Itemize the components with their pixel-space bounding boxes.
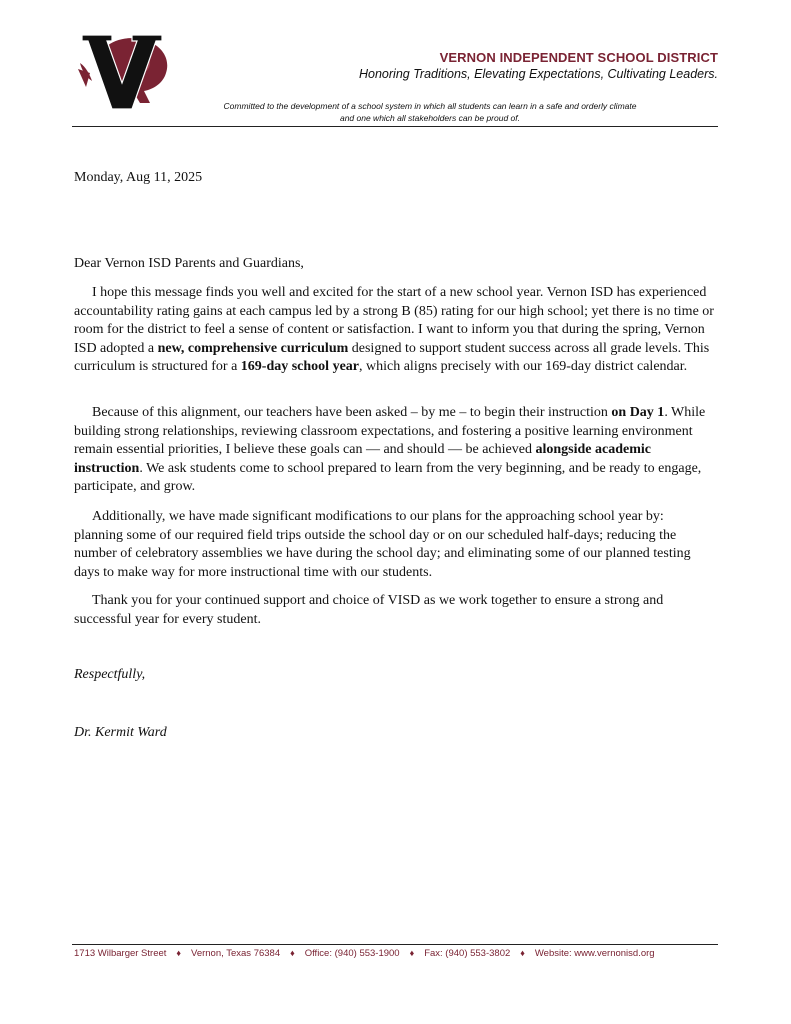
footer-city: Vernon, Texas 76384 bbox=[191, 948, 281, 959]
commitment-line-1: Committed to the development of a school system in which all students can learn in a safe and orderly climate bbox=[223, 101, 637, 111]
separator-diamond: ♦ bbox=[176, 948, 182, 958]
closing: Respectfully, bbox=[74, 667, 146, 682]
commitment-line-2: and one which all stakeholders can be proud of. bbox=[339, 113, 521, 123]
bold-curriculum: new, comprehensive curriculum bbox=[157, 340, 349, 356]
paragraph-3: Additionally, we have made significant modifications to our plans for the approaching school year by: planning some of our required field trips outside the school day or on our scheduled half-days; reducing the number of celebratory assemblies we have during the school day; and eliminating some of our planned testing days to make way for more instructional time with our students. bbox=[74, 509, 691, 580]
bold-school-year: 169-day school year bbox=[240, 359, 359, 374]
footer-office-phone: Office: (940) 553-1900 bbox=[304, 948, 400, 959]
separator-diamond: ♦ bbox=[290, 948, 295, 958]
header-divider bbox=[72, 126, 718, 127]
bold-day-one: on Day 1 bbox=[611, 405, 665, 420]
paragraph-1: I hope this message finds you well and excited for the start of a new school year. Vernon ISD has experienced accountability rating gains at each campus led by a strong B (85) rating for our high school; yet there is no time or room for the district to feel a sense of content or satisfaction. I want to inform you that during the spring, Vernon ISD adopted a new, comprehensive curriculum designed to support student success across all grade levels. This curriculum is structured for a 169-day school year, which aligns precisely with our 169-day district calendar. bbox=[74, 285, 714, 374]
signature: Dr. Kermit Ward bbox=[74, 725, 167, 740]
footer-divider bbox=[72, 944, 718, 945]
footer-fax: Fax: (940) 553-3802 bbox=[424, 948, 511, 959]
letter-date: Monday, Aug 11, 2025 bbox=[74, 170, 203, 185]
salutation: Dear Vernon ISD Parents and Guardians, bbox=[74, 256, 304, 271]
footer-address: 1713 Wilbarger Street bbox=[74, 948, 167, 959]
footer-contact bbox=[74, 948, 724, 959]
separator-diamond: ♦ bbox=[409, 948, 415, 958]
district-name: VERNON INDEPENDENT SCHOOL DISTRICT bbox=[439, 50, 718, 65]
paragraph-2: Because of this alignment, our teachers have been asked – by me – to begin their instruction on Day 1. While building strong relationships, reviewing classroom expectations, and fostering a positive learning environment remain essential priorities, I believe these goals can — and should — be achieved alongside academic instruction. We ask students come to school prepared to learn from the very beginning, and be ready to engage, participate, and grow. bbox=[74, 405, 706, 494]
district-motto: Honoring Traditions, Elevating Expectations, Cultivating Leaders. bbox=[359, 67, 718, 81]
separator-diamond: ♦ bbox=[520, 948, 525, 958]
commitment-statement bbox=[150, 100, 710, 124]
bold-academic-instruction: alongside academic instruction bbox=[74, 442, 651, 476]
footer-website[interactable]: Website: www.vernonisd.org bbox=[534, 948, 655, 959]
paragraph-4: Thank you for your continued support and choice of VISD as we work together to ensure a strong and successful year for every student. bbox=[74, 593, 664, 627]
